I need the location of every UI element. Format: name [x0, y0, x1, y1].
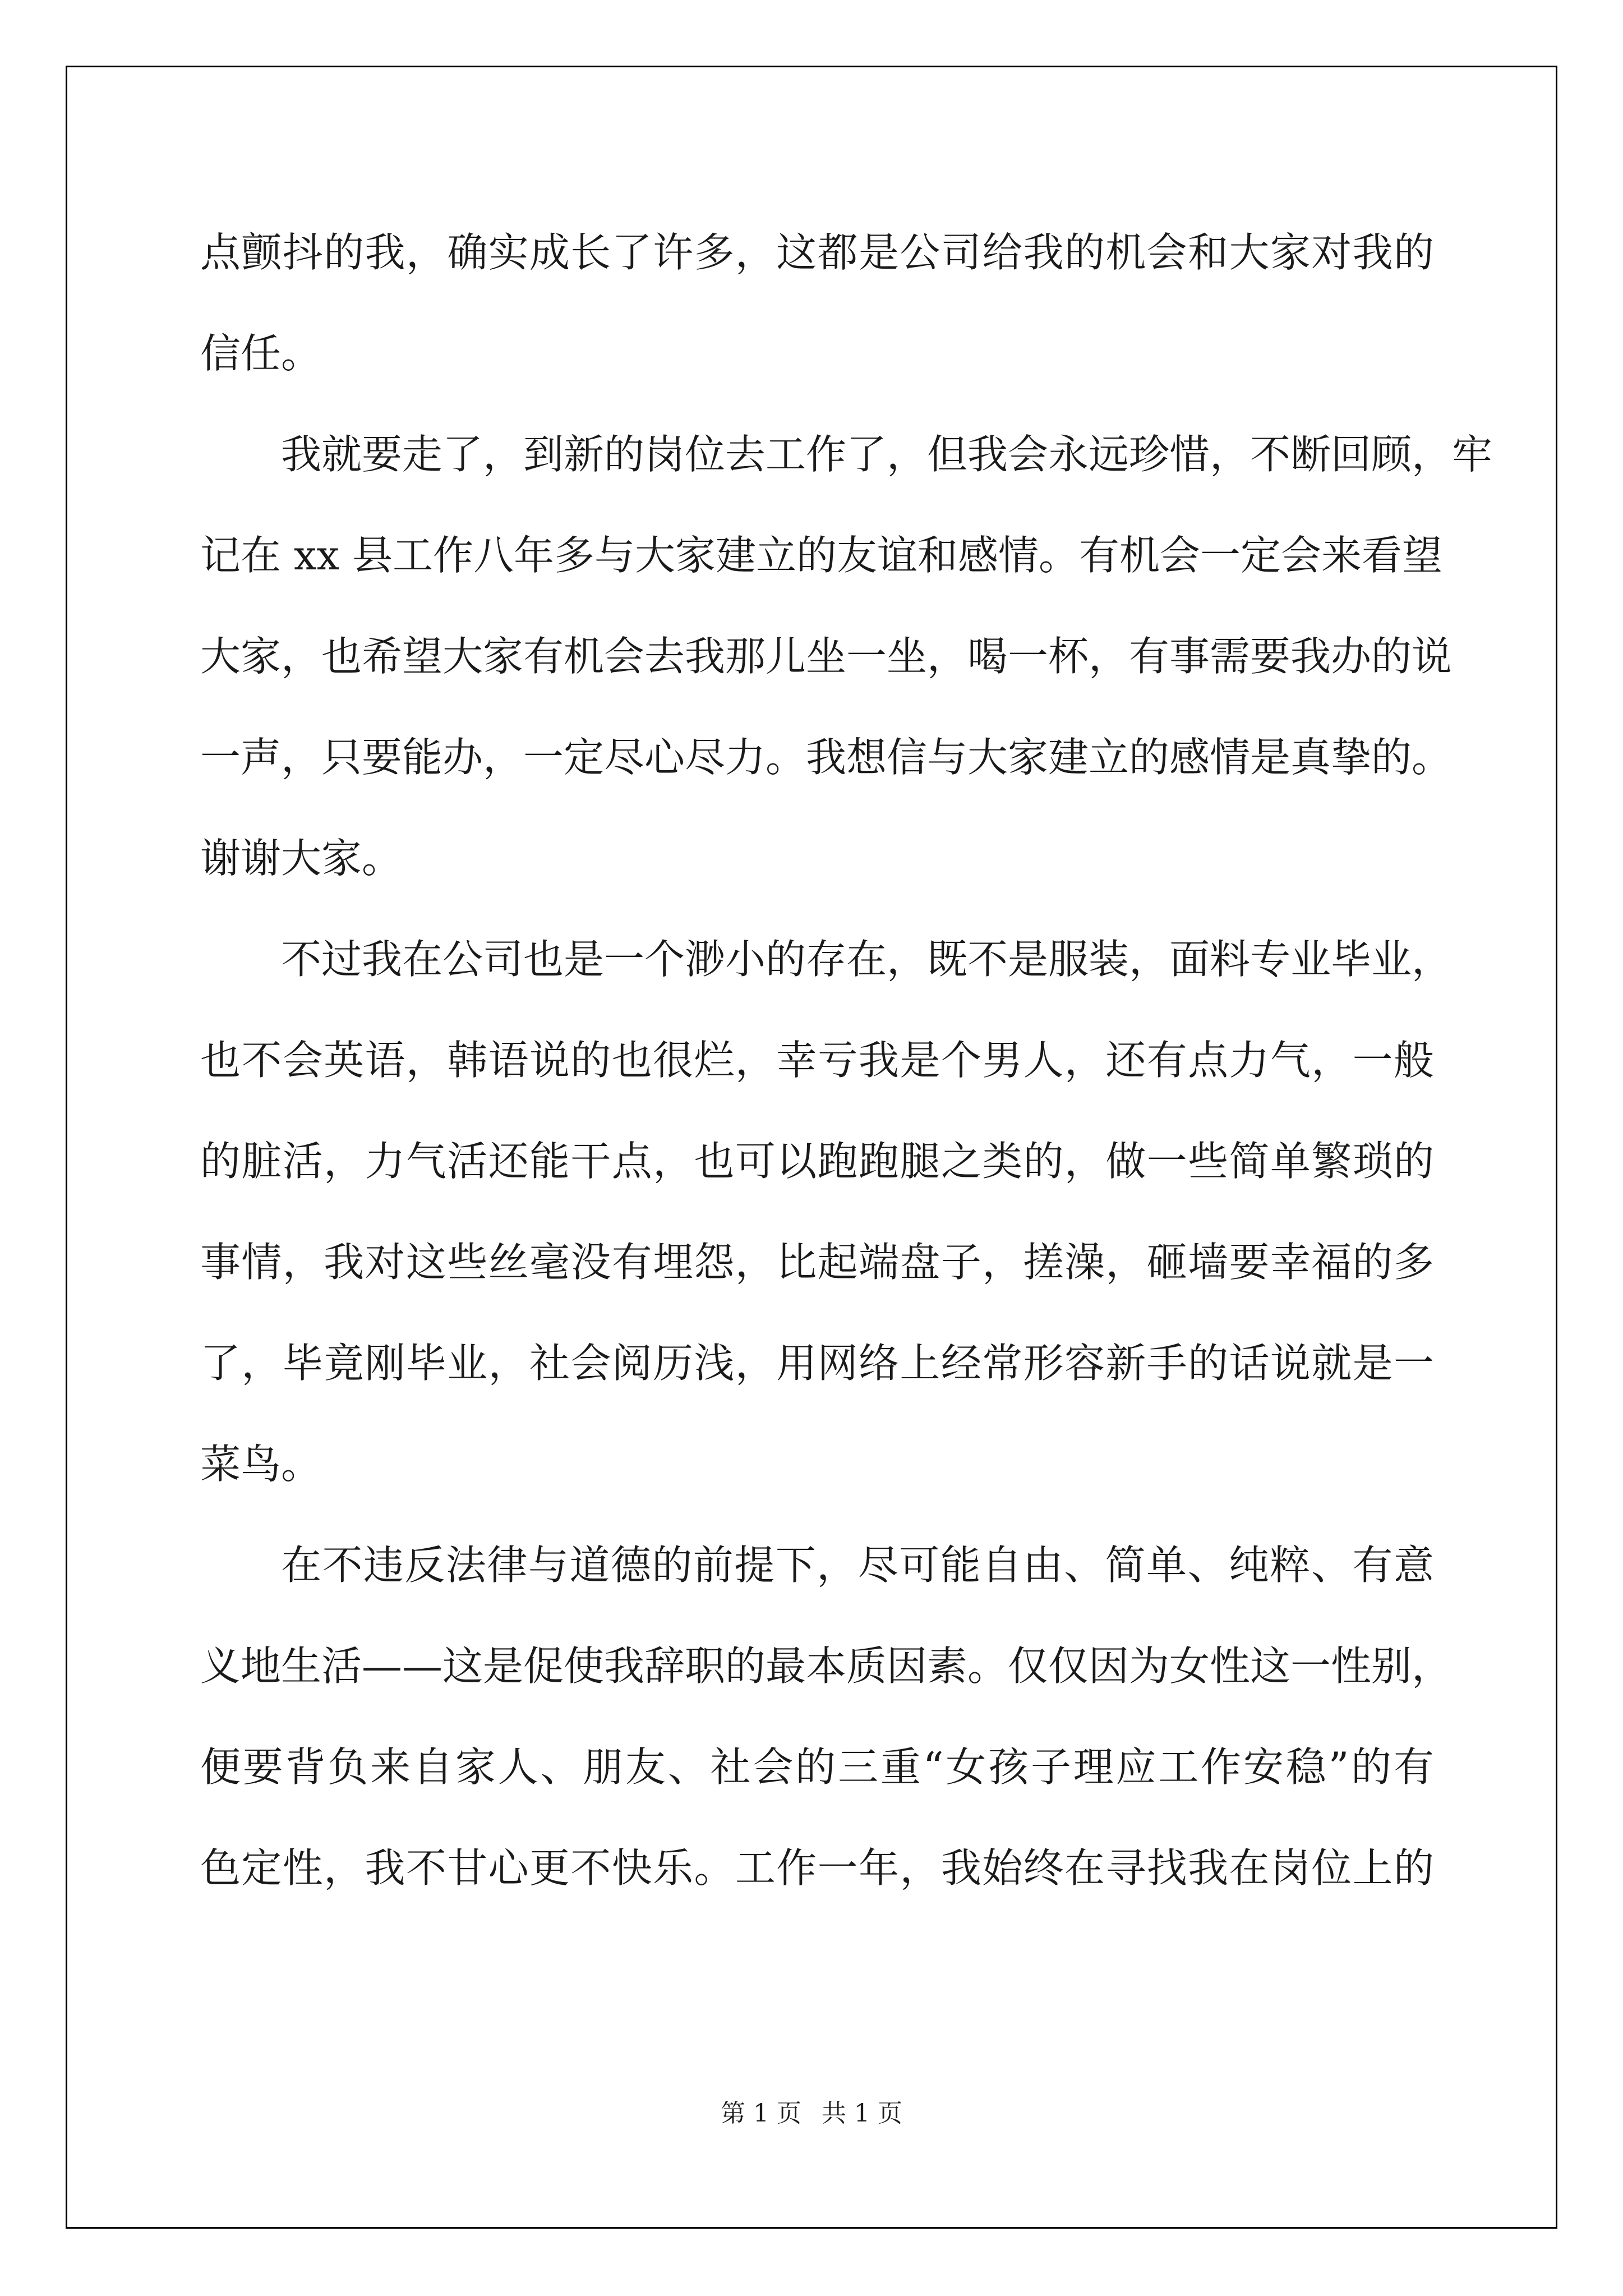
text-line: 了，毕竟刚毕业，社会阅历浅，用网络上经常形容新手的话说就是一: [200, 1340, 1434, 1387]
text-line: 色定性，我不甘心更不快乐。工作一年，我始终在寻找我在岗位上的: [200, 1844, 1434, 1892]
paragraph-start-line: 在不违反法律与道德的前提下，尽可能自由、简单、纯粹、有意: [281, 1542, 1434, 1589]
text-line: 谢谢大家。: [200, 835, 403, 882]
text-line: 菜鸟。: [200, 1441, 322, 1488]
text-line: 便要背负来自家人、朋友、社会的三重“女孩子理应工作安稳”的有: [200, 1743, 1434, 1791]
paragraph-start-line: 我就要走了，到新的岗位去工作了，但我会永远珍惜，不断回顾，牢: [281, 431, 1493, 478]
paragraph-start-line: 不过我在公司也是一个渺小的存在，既不是服装，面料专业毕业，: [281, 936, 1453, 983]
document-body: [200, 202, 1493, 1918]
text-line: 点颤抖的我，确实成长了许多，这都是公司给我的机会和大家对我的: [200, 229, 1434, 276]
page-total: 共 1 页: [822, 2099, 902, 2128]
text-line: 信任。: [200, 330, 322, 377]
page-footer: [0, 2097, 1623, 2131]
text-line: 也不会英语，韩语说的也很烂，幸亏我是个男人，还有点力气，一般: [200, 1037, 1434, 1084]
text-line: 大家，也希望大家有机会去我那儿坐一坐，喝一杯，有事需要我办的说: [200, 633, 1453, 680]
text-line: 事情，我对这些丝毫没有埋怨，比起端盘子，搓澡，砸墙要幸福的多: [200, 1239, 1434, 1286]
text-line: 义地生活——这是促使我辞职的最本质因素。仅仅因为女性这一性别，: [200, 1642, 1453, 1690]
text-line: 一声，只要能办，一定尽心尽力。我想信与大家建立的感情是真挚的。: [200, 734, 1453, 781]
text-line: 的脏活，力气活还能干点，也可以跑跑腿之类的，做一些简单繁琐的: [200, 1138, 1434, 1185]
page-number: 第 1 页: [721, 2099, 801, 2128]
text-line: 记在 xx 县工作八年多与大家建立的友谊和感情。有机会一定会来看望: [200, 532, 1442, 579]
